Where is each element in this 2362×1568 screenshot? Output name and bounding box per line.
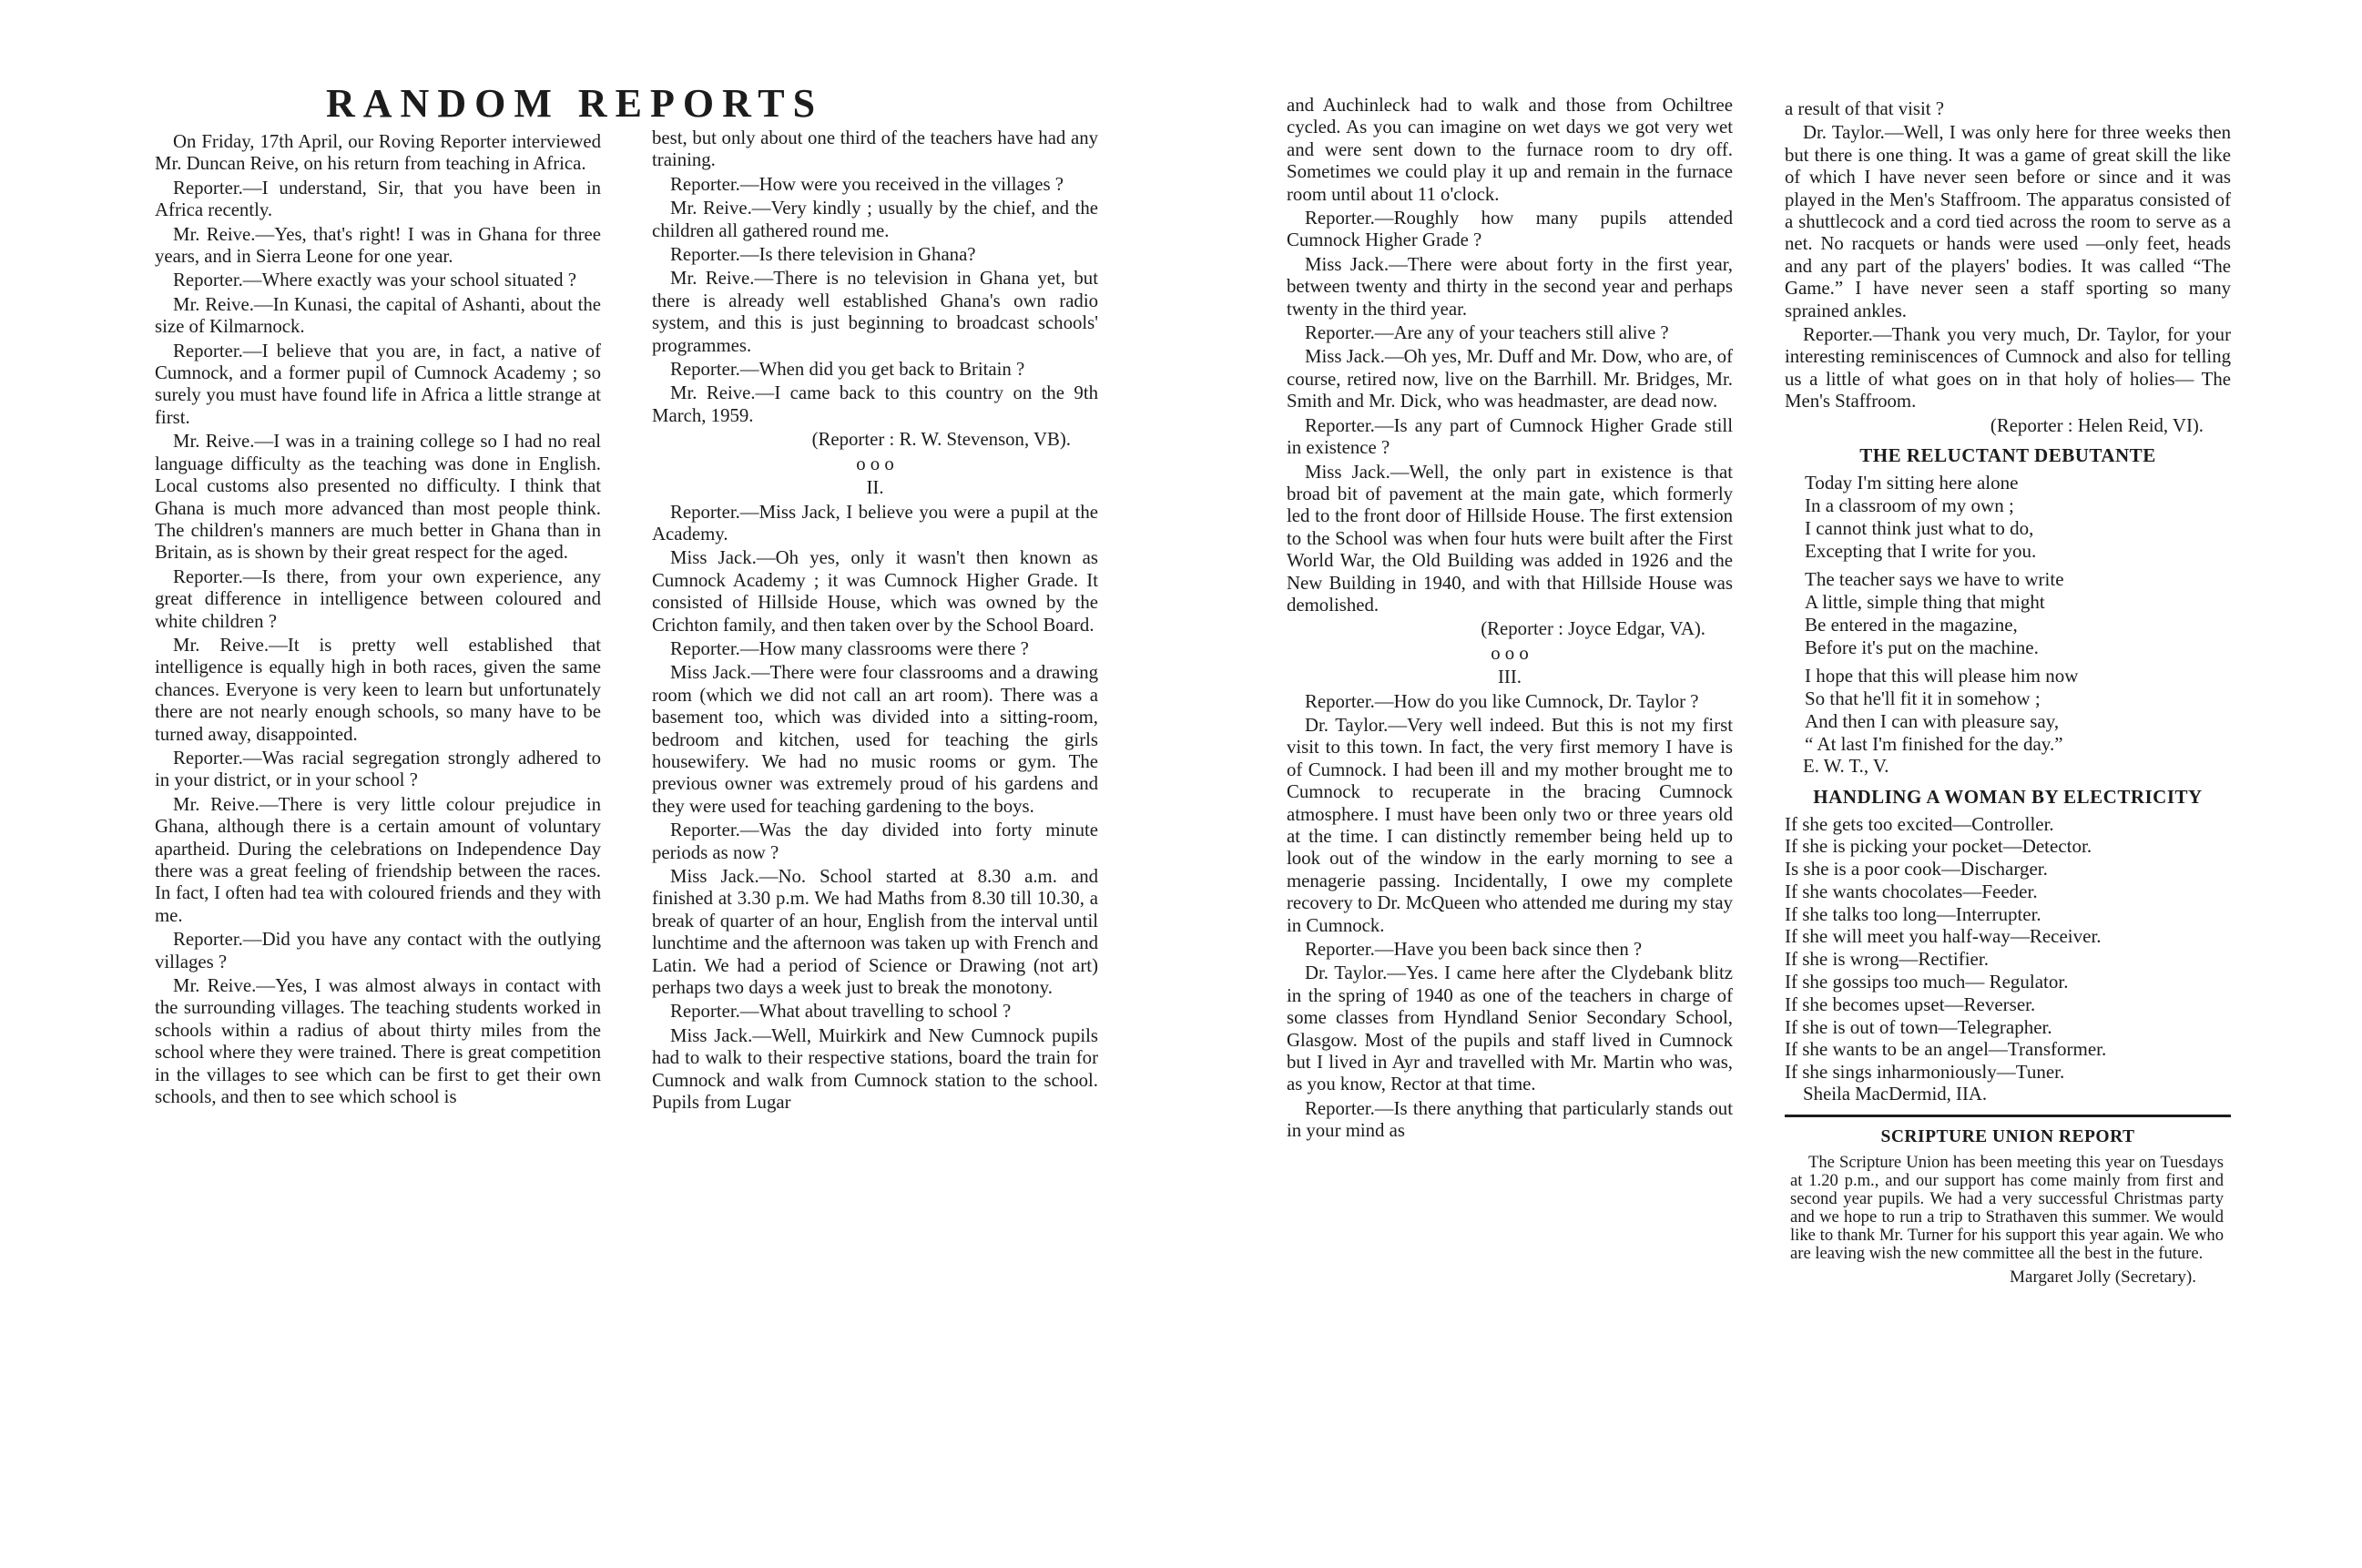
paragraph: Reporter.—I understand, Sir, that you have been in Africa recently.: [155, 177, 601, 221]
paragraph: Reporter.—When did you get back to Britain ?: [670, 359, 1025, 381]
poem-stanza: [1805, 665, 2231, 756]
list-item: If she gossips too much— Regulator.: [1785, 971, 2069, 993]
poem-line: I hope that this will please him now: [1805, 665, 2079, 687]
paragraph: Dr. Taylor.—Well, I was only here for three weeks then but there is one thing. It was a game of great skill the like of which I have never seen before or since and it was played in the Men's Staffroom. The apparatus consisted of a shuttlecock and a cord tied across the room to serve as a net. No racquets or hands were used —only feet, heads and any part of the players' bodies. It was called “The Game.” I have never seen a staff sporting so many sprained ankles.: [1785, 122, 2231, 321]
list-item: Is she is a poor cook—Discharger.: [1785, 858, 2048, 881]
list-item: If she sings inharmoniously—Tuner.: [1785, 1061, 2065, 1084]
paragraph: Miss Jack.—There were four classrooms and a drawing room (which we did not call an art room). There was a basement too, which was divided into a sitting-room, bedroom and kitchen, used for teaching the girls housewifery. We had no music rooms or gym. The previous owner was extremely proud of his gardens and they were used for teaching gardening to the boys.: [652, 662, 1098, 817]
reporter-credit: (Reporter : Helen Reid, VI).: [1990, 414, 2204, 436]
paragraph: Reporter.—How were you received in the villages ?: [670, 173, 1064, 195]
list-item: If she becomes upset—Reverser.: [1785, 993, 2036, 1015]
paragraph: Reporter.—How do you like Cumnock, Dr. Taylor ?: [1305, 690, 1699, 712]
paragraph: Reporter.—How many classrooms were there ?: [670, 637, 1029, 659]
paragraph: Dr. Taylor.—Yes. I came here after the Clydebank blitz in the spring of 1940 as one of the teachers in charge of some classes from Hyndland Senior Secondary School, Glasgow. Most of the pupils and staff lived in Cumnock but I lived in Ayr and travelled with Mr. Martin who was, as you know, Rector at that time.: [1287, 962, 1733, 1095]
poem-line: Before it's put on the machine.: [1805, 636, 2039, 659]
page-title: RANDOM REPORTS: [326, 81, 824, 126]
list-item: If she is out of town—Telegrapher.: [1785, 1015, 2052, 1038]
poem: [1805, 472, 2231, 756]
scripture-union-author: Margaret Jolly (Secretary).: [2010, 1268, 2196, 1288]
paragraph: Reporter.—Is any part of Cumnock Higher Grade still in existence ?: [1287, 414, 1733, 459]
scripture-union-report: [1785, 1126, 2231, 1287]
column-3: [1287, 95, 1733, 1145]
paragraph: Mr. Reive.—Very kindly ; usually by the chief, and the children all gathered round me.: [652, 198, 1098, 241]
paragraph: Reporter.—Where exactly was your school situated ?: [173, 270, 576, 291]
paragraph: Reporter.—Are any of your teachers still alive ?: [1305, 322, 1669, 344]
poem-line: And then I can with pleasure say,: [1805, 710, 2060, 733]
paragraph: Mr. Reive.—In Kunasi, the capital of Ashanti, about the size of Kilmarnock.: [155, 293, 601, 338]
electricity-title: HANDLING A WOMAN BY ELECTRICITY: [1813, 785, 2203, 808]
paragraph: Mr. Reive.—There is very little colour prejudice in Ghana, although there is a certain amount of voluntary apartheid. During the celebrations on Independence Day there was a great feeling of friendship between the races. In fact, I often had tea with coloured friends and they with me.: [155, 793, 601, 926]
list-item: If she gets too excited—Controller.: [1785, 812, 2054, 835]
list-item: If she will meet you half-way—Receiver.: [1785, 925, 2102, 948]
paragraph: Mr. Reive.—It is pretty well established that intelligence is equally high in both races, given the same chances. Everyone is very keen to learn but unfortunately there are not nearly enough schools, so many have to be turned away, disappointed.: [155, 634, 601, 745]
paragraph: Reporter.—Miss Jack, I believe you were a pupil at the Academy.: [652, 501, 1098, 545]
column-4: [1785, 98, 2231, 1290]
section-separator: o o o: [856, 453, 894, 474]
electricity-list: [1785, 813, 2231, 1084]
paragraph: Reporter.—Thank you very much, Dr. Taylor, for your interesting reminiscences of Cumnock and also for telling us a little of what goes on in that holy of holies— The Men's Staffroom.: [1785, 324, 2231, 412]
poem-stanza: [1805, 472, 2231, 563]
poem-line: So that he'll fit it in somehow ;: [1805, 687, 2041, 710]
paragraph: Reporter.—I believe that you are, in fact, a native of Cumnock, and a former pupil of Cumnock Academy ; so surely you must have found life in Africa a little strange at first.: [155, 340, 601, 428]
paragraph: best, but only about one third of the teachers have had any training.: [652, 127, 1098, 171]
poem-line: Excepting that I write for you.: [1805, 540, 2037, 563]
paragraph: Reporter.—Roughly how many pupils attended Cumnock Higher Grade ?: [1287, 208, 1733, 251]
scripture-union-title: SCRIPTURE UNION REPORT: [1880, 1127, 2135, 1147]
list-item: If she talks too long—Interrupter.: [1785, 902, 2041, 925]
paragraph: Mr. Reive.—Yes, I was almost always in contact with the surrounding villages. The teaching students worked in schools within a radius of about thirty miles from the school where they were trained. There is great competition in the villages to see which can be first to get their own schools, and then to see which school is: [155, 975, 601, 1108]
poem-line: “ At last I'm finished for the day.”: [1805, 733, 2063, 756]
paragraph: Reporter.—Was racial segregation strongly adhered to in your district, or in your school ?: [155, 747, 601, 791]
paragraph: Reporter.—Have you been back since then ?: [1305, 939, 1643, 961]
poem-title: THE RELUCTANT DEBUTANTE: [1859, 444, 2156, 467]
reporter-credit: (Reporter : R. W. Stevenson, VB).: [811, 429, 1071, 451]
poem-line: In a classroom of my own ;: [1805, 494, 2014, 517]
paragraph: Reporter.—Did you have any contact with the outlying villages ?: [155, 929, 601, 972]
paragraph: Reporter.—Is there anything that particularly stands out in your mind as: [1287, 1097, 1733, 1142]
paragraph: Reporter.—Is there television in Ghana?: [670, 244, 976, 266]
section-separator: o o o: [1491, 642, 1529, 664]
column-1: [155, 131, 601, 1110]
poem-line: The teacher says we have to write: [1805, 568, 2064, 591]
paragraph: On Friday, 17th April, our Roving Reporter interviewed Mr. Duncan Reive, on his return from teaching in Africa.: [155, 131, 601, 175]
list-item: If she wants to be an angel—Transformer.: [1785, 1038, 2107, 1061]
paragraph: Mr. Reive.—Yes, that's right! I was in Ghana for three years, and in Sierra Leone for one year.: [155, 223, 601, 268]
paragraph: Reporter.—Is there, from your own experience, any great difference in intelligence between coloured and white children ?: [155, 565, 601, 632]
paragraph: Mr. Reive.—I was in a training college so I had no real language difficulty as the teaching was done in English. Local customs also presented no difficulty. I think that Ghana is much more advanced than most people think. The children's manners are much better in Ghana than in Britain, as is shown by their great respect for the aged.: [155, 431, 601, 564]
electricity-author: Sheila MacDermid, IIA.: [1803, 1084, 1988, 1105]
paragraph: Reporter.—What about travelling to school ?: [670, 1001, 1012, 1023]
poem-stanza: [1805, 568, 2231, 659]
list-item: If she wants chocolates—Feeder.: [1785, 880, 2038, 902]
paragraph: Miss Jack.—No. School started at 8.30 a.m. and finished at 3.30 p.m. We had Maths from 8.30 till 10.30, a break of quarter of an hour, English from the interval until lunchtime and the afternoon was taken up with French and Latin. We had a period of Science or Drawing (not art) perhaps two days a week just to break the monotony.: [652, 866, 1098, 999]
reporter-credit: (Reporter : Joyce Edgar, VA).: [1481, 618, 1705, 640]
paragraph: Mr. Reive.—There is no television in Ghana yet, but there is already well established Ghana's own radio system, and this is just beginning to broadcast schools' programmes.: [652, 268, 1098, 356]
paragraph: Reporter.—Was the day divided into forty minute periods as now ?: [652, 820, 1098, 863]
paragraph: Miss Jack.—Oh yes, only it wasn't then known as Cumnock Academy ; it was Cumnock Higher Grade. It consisted of Hillside House, which was owned by the Crichton family, and then taken over by the School Board.: [652, 547, 1098, 636]
scripture-union-body: The Scripture Union has been meeting this year on Tuesdays at 1.20 p.m., and our support has come mainly from first and second year pupils. We had a very successful Christmas party and we hope to run a trip to Strathaven this summer. We would like to thank Mr. Turner for his support this year again. We who are leaving wish the new committee all the best in the future.: [1790, 1153, 2224, 1264]
paragraph: Dr. Taylor.—Very well indeed. But this is not my first visit to this town. In fact, the very first memory I have is of Cumnock. I had been ill and my mother brought me to Cumnock to recuperate in the bracing Cumnock atmosphere. I must have been only two or three years old at the time. I can distinctly remember being held up to look out of the window in the early morning to see a menagerie passing. Incidentally, I owe my complete recovery to Dr. McQueen who attended me during my stay in Cumnock.: [1287, 714, 1733, 936]
paragraph: Miss Jack.—Well, the only part in existence is that broad bit of pavement at the main gate, which formerly led to the front door of Hillside House. The first extension to the School was when four huts were built after the First World War, the Old Building was added in 1926 and the New Building in 1940, and with that Hillside House was demolished.: [1287, 461, 1733, 616]
paragraph: Miss Jack.—There were about forty in the first year, between twenty and thirty in the second year and perhaps twenty in the third year.: [1287, 253, 1733, 320]
column-2: [652, 127, 1098, 1115]
section-numeral: II.: [866, 477, 884, 499]
poem-line: Today I'm sitting here alone: [1805, 472, 2019, 494]
list-item: If she is picking your pocket—Detector.: [1785, 835, 2092, 858]
section-divider: [1785, 1115, 2231, 1117]
paragraph: Mr. Reive.—I came back to this country on the 9th March, 1959.: [652, 382, 1098, 426]
poem-line: A little, simple thing that might: [1805, 591, 2045, 614]
paragraph: Miss Jack.—Well, Muirkirk and New Cumnock pupils had to walk to their respective stations, board the train for Cumnock and walk from Cumnock station to the school. Pupils from Lugar: [652, 1024, 1098, 1114]
list-item: If she is wrong—Rectifier.: [1785, 948, 1989, 971]
poem-line: I cannot think just what to do,: [1805, 517, 2034, 540]
paragraph: and Auchinleck had to walk and those from Ochiltree cycled. As you can imagine on wet days we got very wet and were sent down to the furnace room to dry off. Sometimes we could play it up and remain in the furnace room until about 11 o'clock.: [1287, 95, 1733, 205]
paragraph: Miss Jack.—Oh yes, Mr. Duff and Mr. Dow, who are, of course, retired now, live on the Barrhill. Mr. Bridges, Mr. Smith and Mr. Dick, who was headmaster, are dead now.: [1287, 346, 1733, 412]
poem-author: E. W. T., V.: [1803, 756, 1889, 778]
poem-line: Be entered in the magazine,: [1805, 614, 2018, 636]
paragraph: a result of that visit ?: [1785, 98, 1944, 119]
section-numeral: III.: [1498, 667, 1522, 688]
